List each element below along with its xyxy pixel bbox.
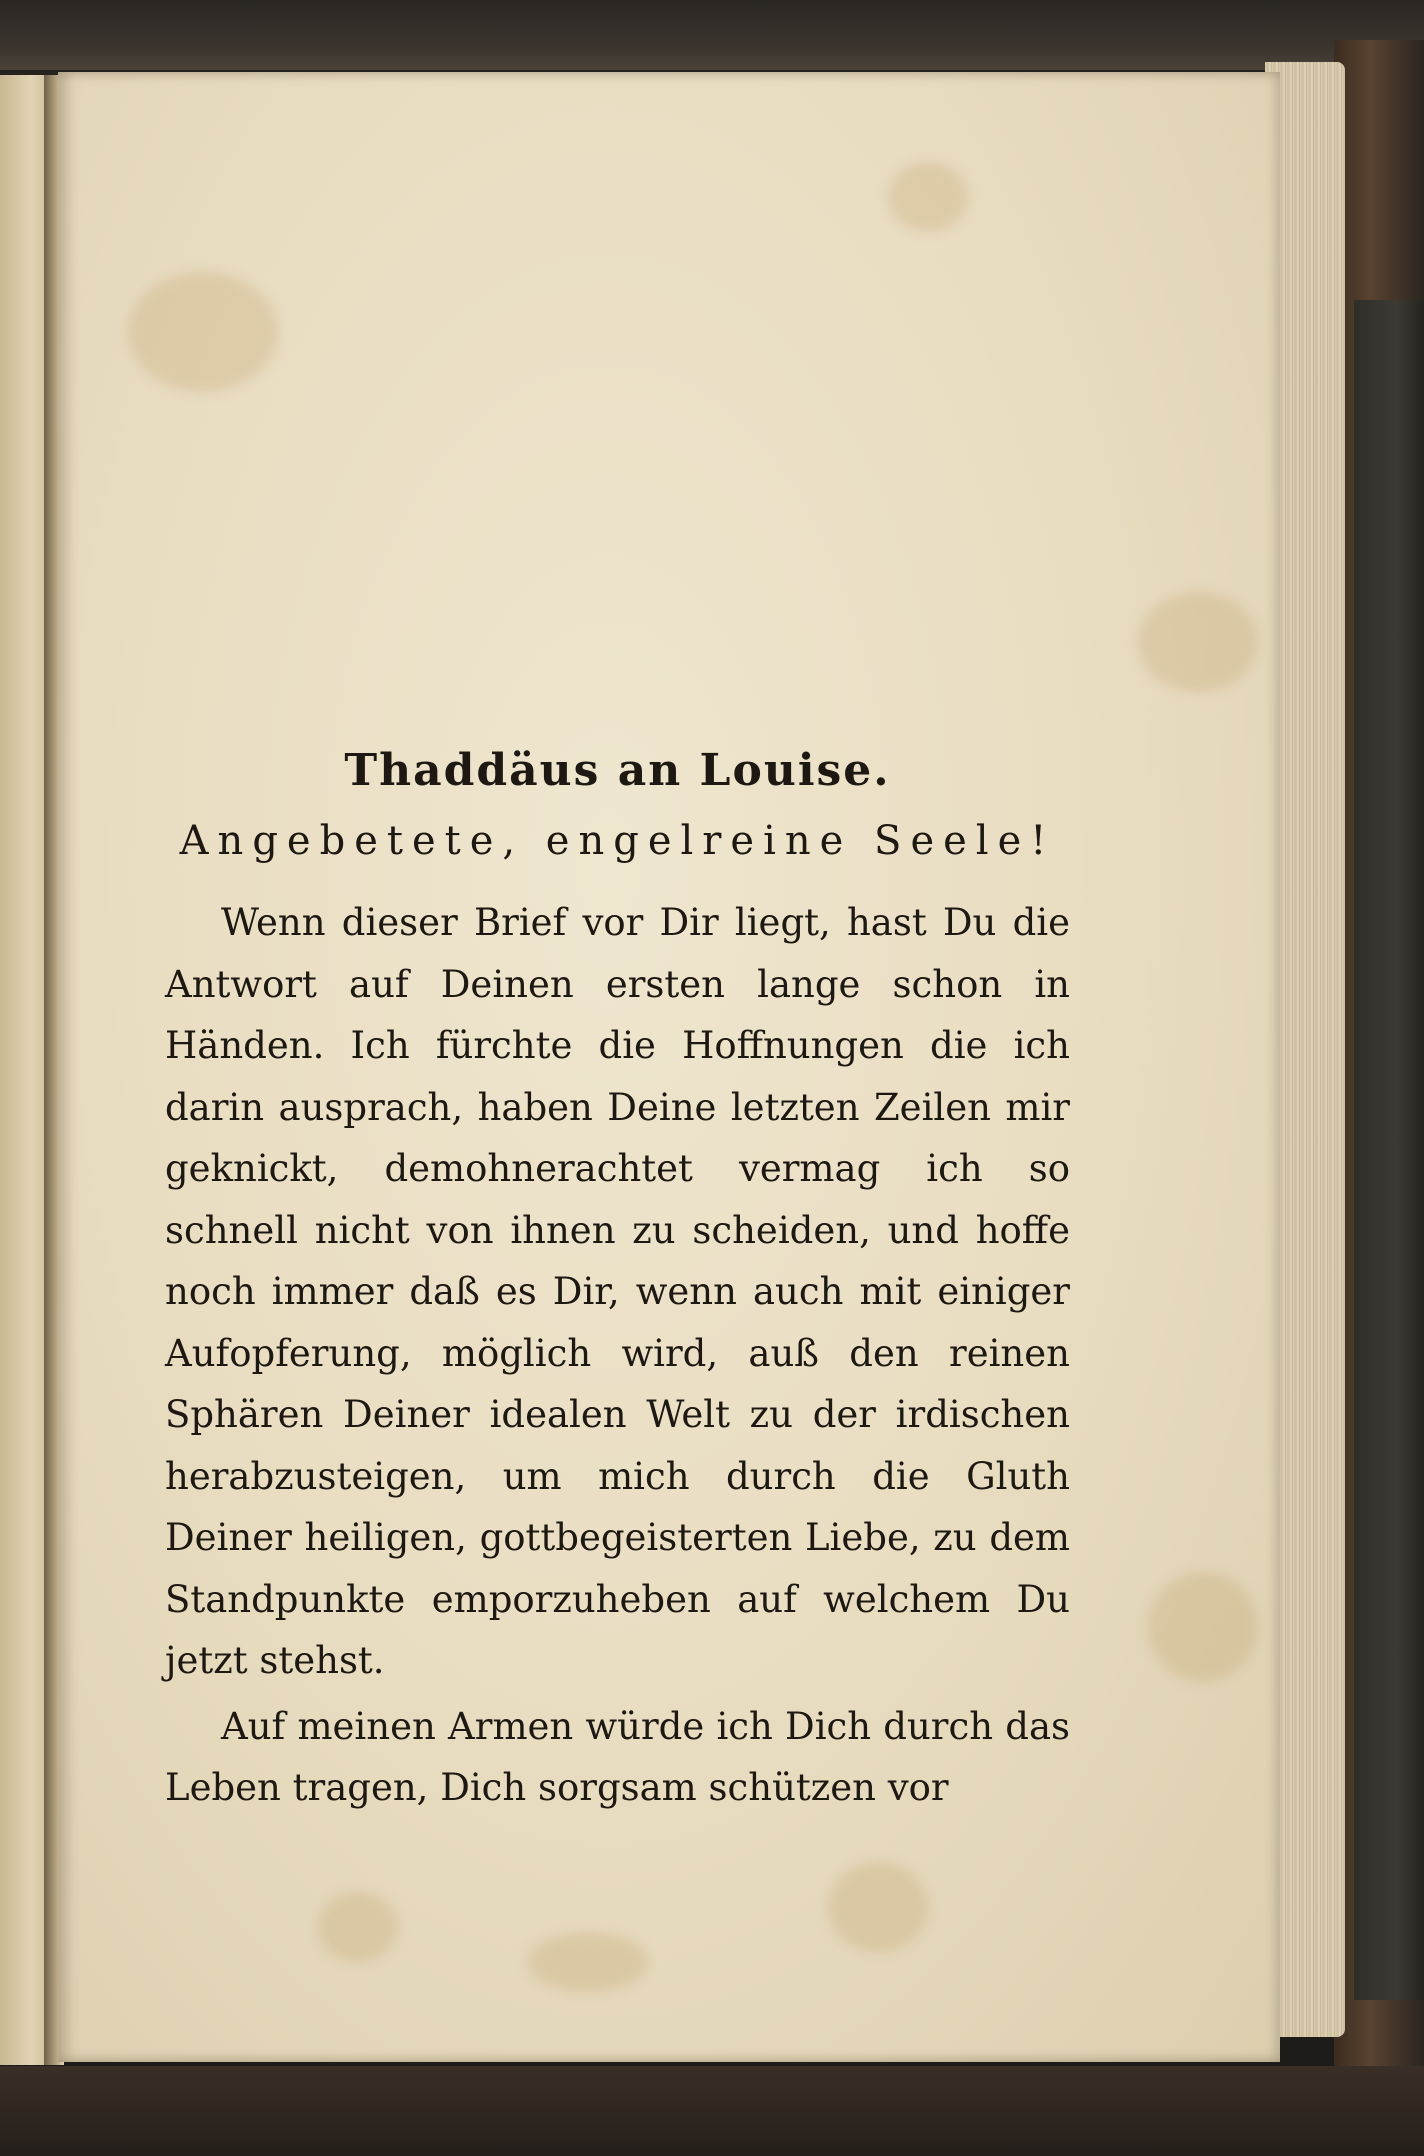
foxing-spot [528,1932,648,1992]
paragraph-2: Auf meinen Armen würde ich Dich durch das Leben tragen, Dich sorgsam schützen vor [165,1704,1070,1809]
foxing-spot [1138,592,1258,692]
foxing-spot [1148,1572,1258,1682]
book-spine-leather [1354,300,1424,2000]
foxing-spot [888,162,968,232]
book-cover-top [0,0,1424,70]
letter-heading: Thaddäus an Louise. [344,745,891,796]
foxing-spot [318,1892,398,1962]
foxing-spot [828,1862,928,1952]
paragraph-1: Wenn dieser Brief vor Dir liegt, hast Du die Antwort auf Deinen ersten lange schon in Händen. Ich fürchte die Hoffnungen die ich darin ausprach, haben Deine letzten Zeilen mir geknickt, demohnerachtet vermag ich so schnell nicht von ihnen zu scheiden, und hoffe noch immer daß es Dir, wenn auch mit einiger Aufopferung, möglich wird, auß den reinen Sphären Deiner idealen Welt zu der irdischen herabzusteigen, um mich durch die Gluth Deiner heiligen, gottbegeisterten Liebe, zu dem Standpunkte emporzuheben auf welchem Du jetzt stehst. [165,901,1070,1682]
letter-salutation: Angebetete, engelreine Seele! [179,818,1056,864]
page-text [165,745,1070,1819]
foxing-spot [128,272,278,392]
book-cover-bottom [0,2066,1424,2156]
